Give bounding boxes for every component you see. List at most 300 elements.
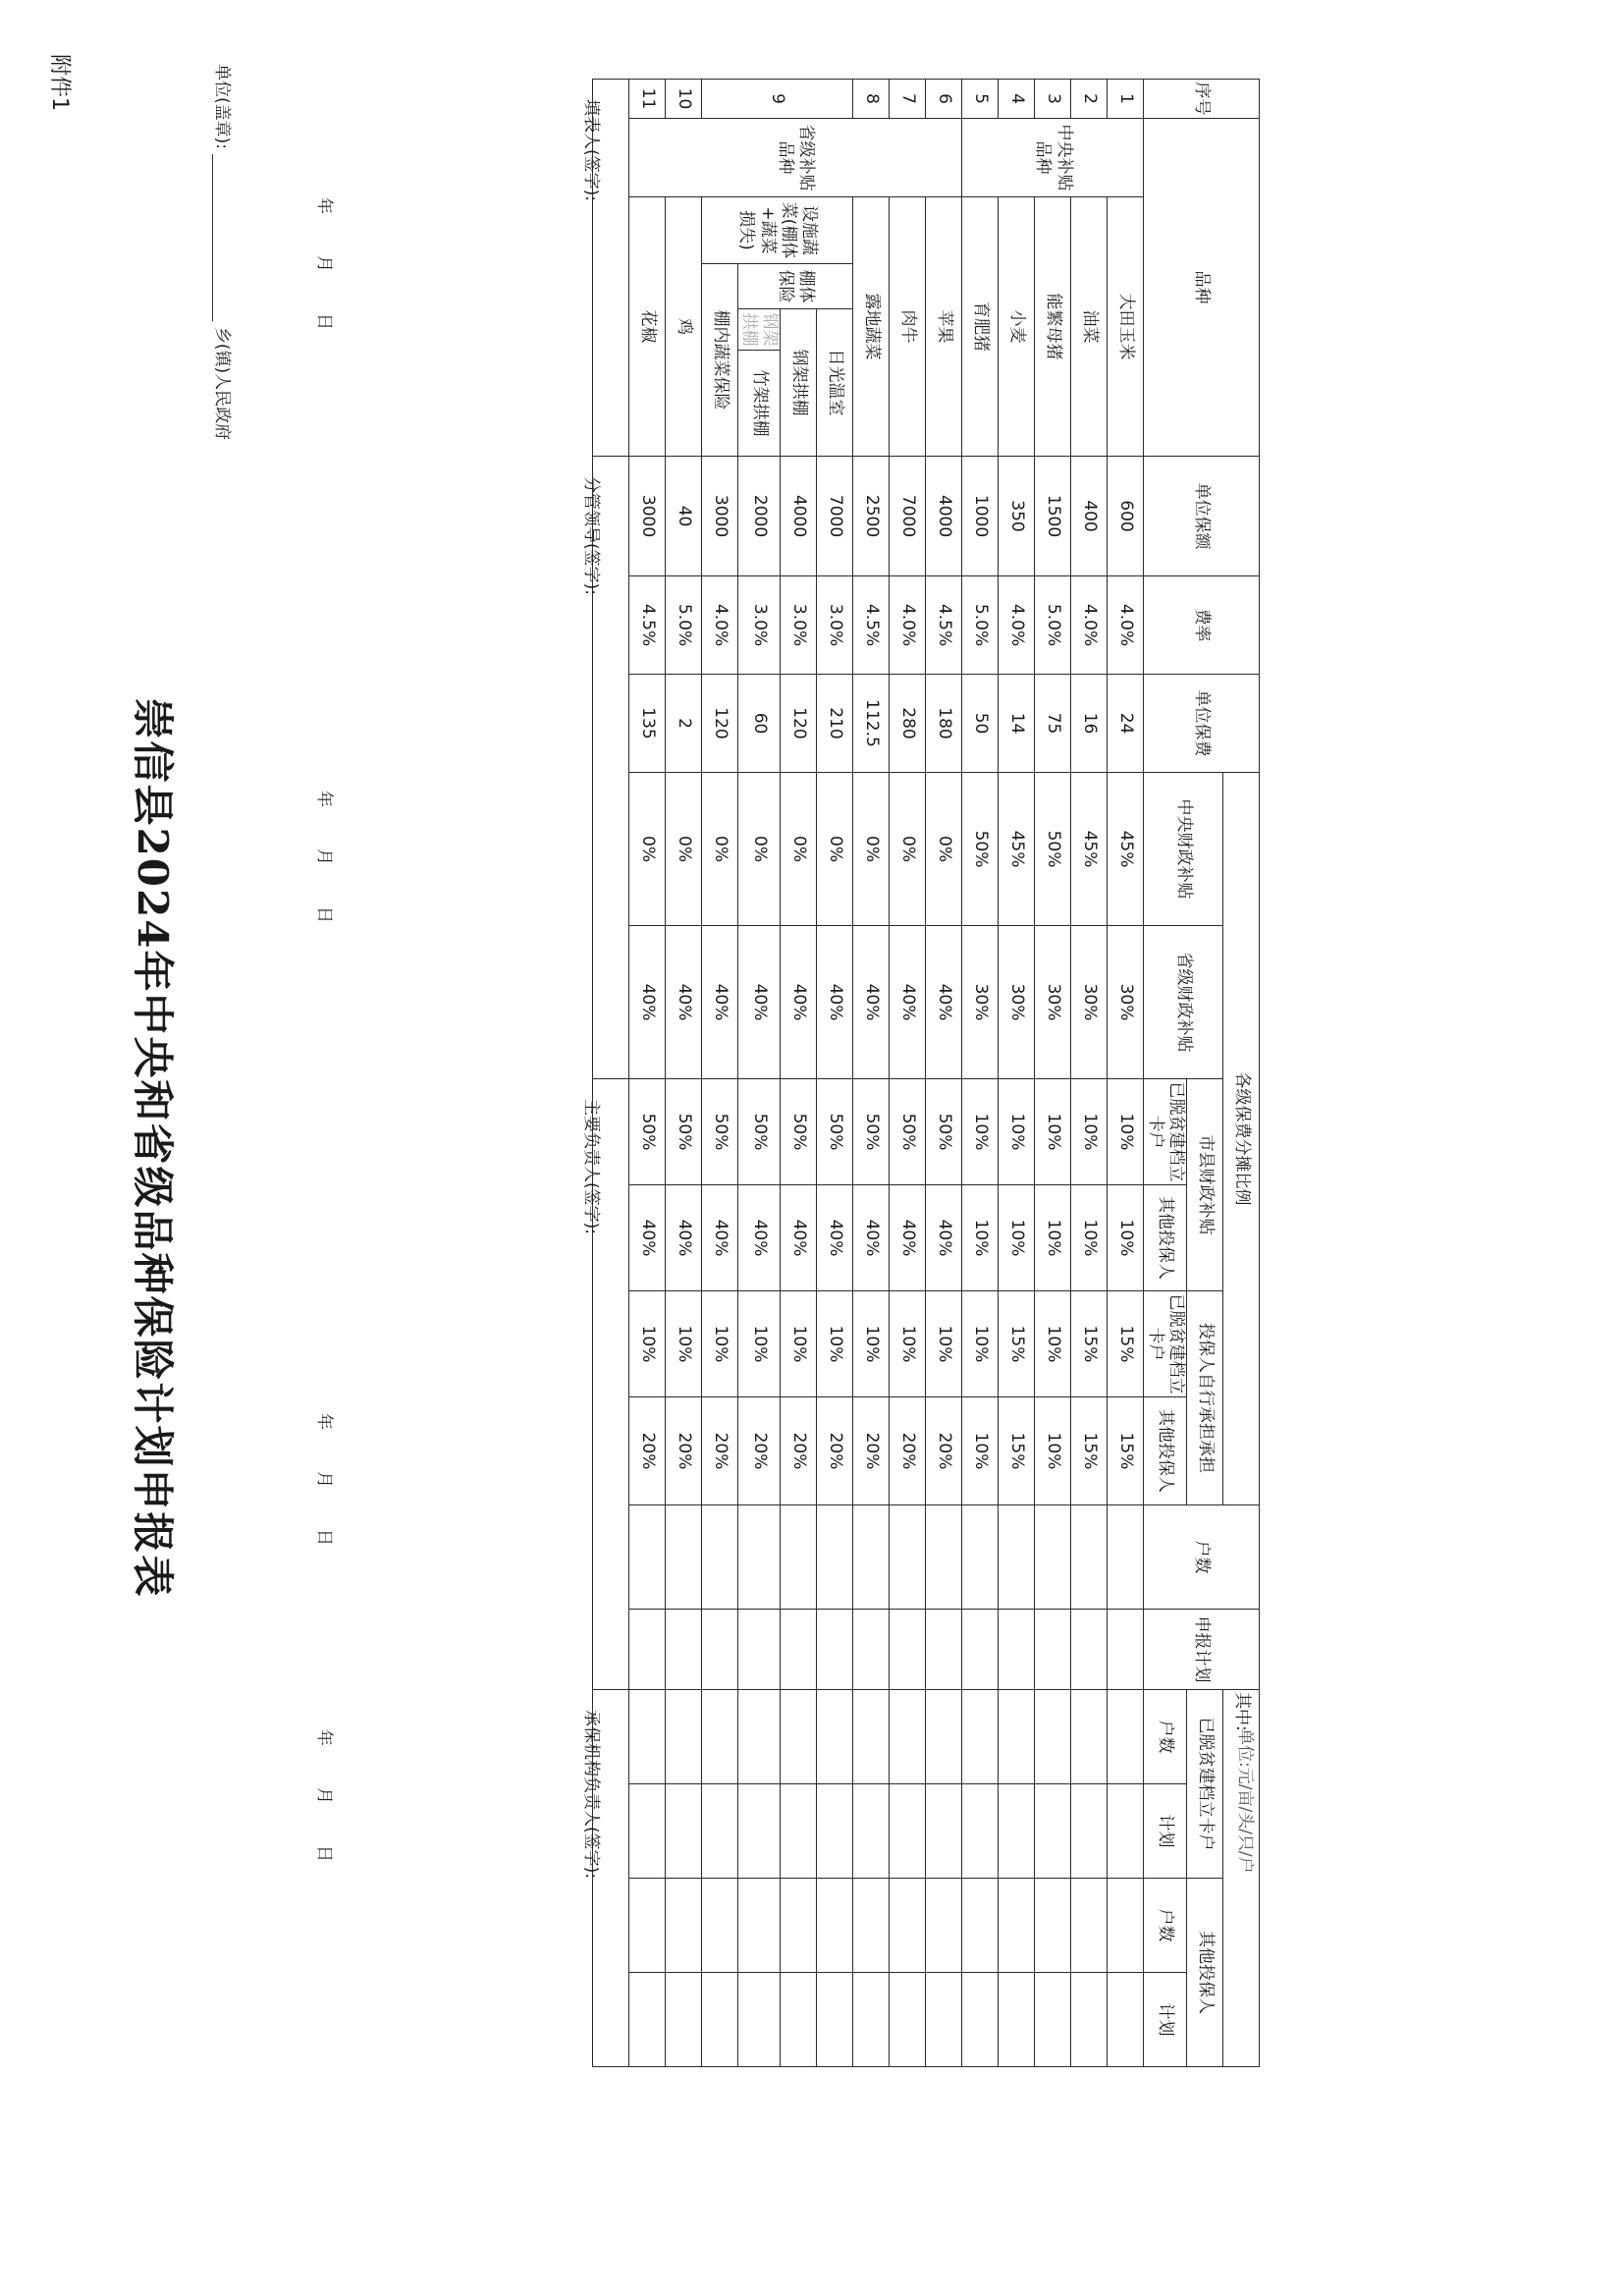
chief-label: 主要负责人(签字): — [581, 1099, 601, 1235]
blank-input-cell[interactable] — [853, 1690, 890, 1784]
central-subsidy-header: 中央财政补贴 — [1144, 773, 1223, 926]
seq-cell: 9 — [702, 80, 854, 119]
blank-input-cell[interactable] — [702, 1610, 738, 1690]
other-group-header: 其他投保人 — [1187, 1879, 1223, 2067]
value-cell-p: 40% — [666, 926, 702, 1079]
blank-input-cell[interactable] — [629, 1973, 666, 2067]
blank-input-cell[interactable] — [999, 1973, 1035, 2067]
value-cell-prem: 14 — [999, 675, 1035, 773]
value-cell-rate: 5.0% — [1035, 576, 1071, 675]
unit-stamp-suffix: 乡(镇)人民政府 — [212, 326, 232, 441]
blank-input-cell[interactable] — [962, 1610, 999, 1690]
value-cell-cp: 50% — [781, 1079, 817, 1185]
other-plan-header: 计划 — [1144, 1973, 1187, 2067]
leader-cell — [314, 457, 629, 1079]
poverty-plan-header: 计划 — [1144, 1784, 1187, 1879]
blank-input-cell[interactable] — [702, 1505, 738, 1610]
seq-header: 序号 — [1144, 80, 1260, 119]
blank-input-cell[interactable] — [702, 1973, 738, 2067]
value-cell-rate: 5.0% — [666, 576, 702, 675]
value-cell-so: 20% — [926, 1397, 962, 1505]
blank-input-cell[interactable] — [1071, 1973, 1108, 2067]
variety-cell: 育肥猪 — [962, 197, 999, 457]
blank-input-cell[interactable] — [926, 1879, 962, 1973]
value-cell-prem: 120 — [781, 675, 817, 773]
value-cell-c: 45% — [999, 773, 1035, 926]
blank-input-cell[interactable] — [1035, 1690, 1071, 1784]
blank-input-cell[interactable] — [1071, 1784, 1108, 1879]
value-cell-prem: 2 — [666, 675, 702, 773]
value-cell-sp: 10% — [962, 1291, 999, 1397]
value-cell-co: 40% — [890, 1185, 926, 1291]
blank-input-cell[interactable] — [781, 1610, 817, 1690]
blank-input-cell[interactable] — [962, 1973, 999, 2067]
table-row — [962, 80, 999, 2067]
value-cell-so: 20% — [817, 1397, 853, 1505]
value-cell-p: 30% — [999, 926, 1035, 1079]
blank-input-cell[interactable] — [1108, 1610, 1144, 1690]
self-pay-header: 投保人自行承担承担 — [1187, 1291, 1223, 1505]
value-cell-prem: 16 — [1071, 675, 1108, 773]
value-cell-c: 50% — [1035, 773, 1071, 926]
value-cell-rate: 4.0% — [999, 576, 1035, 675]
variety-cell: 鸡 — [666, 197, 702, 457]
value-cell-prem: 180 — [926, 675, 962, 773]
blank-input-cell[interactable] — [1071, 1690, 1108, 1784]
blank-input-cell[interactable] — [1035, 1879, 1071, 1973]
value-cell-rate: 4.0% — [890, 576, 926, 675]
value-cell-rate: 4.0% — [1108, 576, 1144, 675]
table-row — [853, 80, 890, 2067]
unit-note: 单位:元/亩/头/只/户 — [1235, 1728, 1255, 1874]
blank-input-cell[interactable] — [817, 1505, 853, 1610]
other-households-header: 户数 — [1144, 1879, 1187, 1973]
value-cell-sum: 350 — [999, 457, 1035, 576]
steel-frame-cell: 钢架拱棚 — [738, 309, 782, 351]
value-cell-co: 40% — [926, 1185, 962, 1291]
blank-input-cell[interactable] — [853, 1505, 890, 1610]
unit-stamp-label: 单位(盖章): — [212, 64, 232, 149]
value-cell-prem: 60 — [738, 675, 782, 773]
value-cell-c: 0% — [817, 773, 853, 926]
value-cell-c: 50% — [962, 773, 999, 926]
blank-input-cell[interactable] — [817, 1784, 853, 1879]
of-which-header: 其中: — [1223, 1690, 1260, 2067]
value-cell-sp: 10% — [890, 1291, 926, 1397]
central-group-cell: 中央补贴品种 — [962, 119, 1144, 197]
value-cell-rate: 3.0% — [781, 576, 817, 675]
shed-group-cell: 棚体保险 — [738, 264, 854, 309]
value-cell-rate: 4.0% — [702, 576, 738, 675]
blank-input-cell[interactable] — [926, 1973, 962, 2067]
blank-input-cell[interactable] — [1035, 1973, 1071, 2067]
table-row — [781, 80, 817, 2067]
blank-input-cell[interactable] — [853, 1610, 890, 1690]
blank-input-cell[interactable] — [817, 1610, 853, 1690]
value-cell-sum: 400 — [1071, 457, 1108, 576]
value-cell-p: 40% — [926, 926, 962, 1079]
blank-input-cell[interactable] — [781, 1690, 817, 1784]
blank-input-cell[interactable] — [1108, 1784, 1144, 1879]
value-cell-cp: 10% — [1071, 1079, 1108, 1185]
blank-input-cell[interactable] — [738, 1784, 782, 1879]
blank-input-cell[interactable] — [702, 1690, 738, 1784]
value-cell-so: 10% — [962, 1397, 999, 1505]
value-cell-sp: 10% — [738, 1291, 782, 1397]
variety-cell: 肉牛 — [890, 197, 926, 457]
blank-input-cell[interactable] — [781, 1505, 817, 1610]
value-cell-sp: 10% — [781, 1291, 817, 1397]
value-cell-cp: 50% — [702, 1079, 738, 1185]
variety-cell: 钢架拱棚 — [781, 309, 817, 457]
blank-input-cell[interactable] — [738, 1505, 782, 1610]
blank-input-cell[interactable] — [1108, 1879, 1144, 1973]
value-cell-co: 40% — [629, 1185, 666, 1291]
value-cell-c: 0% — [781, 773, 817, 926]
value-cell-sum: 7000 — [817, 457, 853, 576]
header-row-1 — [1223, 80, 1260, 2067]
value-cell-prem: 75 — [1035, 675, 1071, 773]
value-cell-so: 20% — [666, 1397, 702, 1505]
blank-input-cell[interactable] — [781, 1973, 817, 2067]
value-cell-co: 10% — [999, 1185, 1035, 1291]
value-cell-prem: 210 — [817, 675, 853, 773]
value-cell-cp: 50% — [890, 1079, 926, 1185]
blank-input-cell[interactable] — [890, 1610, 926, 1690]
value-cell-sp: 10% — [817, 1291, 853, 1397]
blank-input-cell[interactable] — [890, 1690, 926, 1784]
variety-cell: 苹果 — [926, 197, 962, 457]
rate-header: 费率 — [1144, 576, 1260, 675]
facility-group-cell: 设施蔬菜(棚体+蔬菜损失) — [702, 197, 854, 264]
blank-input-cell[interactable] — [926, 1505, 962, 1610]
value-cell-p: 40% — [702, 926, 738, 1079]
table-row — [702, 80, 738, 2067]
chief-cell — [314, 1079, 629, 1690]
value-cell-c: 45% — [1108, 773, 1144, 926]
signature-row — [593, 80, 629, 2067]
blank-input-cell[interactable] — [629, 1610, 666, 1690]
blank-input-cell[interactable] — [999, 1879, 1035, 1973]
city-other-header: 其他投保人 — [1144, 1185, 1187, 1291]
value-cell-sp: 15% — [1108, 1291, 1144, 1397]
value-cell-p: 30% — [1071, 926, 1108, 1079]
sum-insured-header: 单位保额 — [1144, 457, 1260, 576]
variety-cell: 竹架拱棚 — [738, 351, 782, 457]
value-cell-sp: 10% — [666, 1291, 702, 1397]
blank-input-cell[interactable] — [738, 1973, 782, 2067]
blank-input-cell[interactable] — [962, 1690, 999, 1784]
value-cell-co: 10% — [1108, 1185, 1144, 1291]
value-cell-co: 40% — [666, 1185, 702, 1291]
premium-header: 单位保费 — [1144, 675, 1260, 773]
value-cell-c: 0% — [629, 773, 666, 926]
value-cell-so: 15% — [1108, 1397, 1144, 1505]
households-header: 户数 — [1144, 1505, 1260, 1610]
variety-cell: 大田玉米 — [1108, 197, 1144, 457]
blank-input-cell[interactable] — [817, 1690, 853, 1784]
value-cell-cp: 50% — [853, 1079, 890, 1185]
blank-input-cell[interactable] — [738, 1879, 782, 1973]
blank-input-cell[interactable] — [702, 1879, 738, 1973]
value-cell-sum: 3000 — [702, 457, 738, 576]
value-cell-co: 40% — [781, 1185, 817, 1291]
value-cell-p: 40% — [890, 926, 926, 1079]
blank-input-cell[interactable] — [890, 1784, 926, 1879]
table-row — [817, 80, 853, 2067]
value-cell-sp: 10% — [853, 1291, 890, 1397]
value-cell-sum: 4000 — [926, 457, 962, 576]
value-cell-co: 10% — [1071, 1185, 1108, 1291]
value-cell-sp: 10% — [926, 1291, 962, 1397]
self-other-header: 其他投保人 — [1144, 1397, 1187, 1505]
leader-label: 分管领导(签字): — [581, 476, 601, 596]
variety-cell: 花椒 — [629, 197, 666, 457]
seq-cell: 1 — [1108, 80, 1144, 119]
poverty-households-header: 户数 — [1144, 1690, 1187, 1784]
value-cell-cp: 50% — [666, 1079, 702, 1185]
blank-input-cell[interactable] — [890, 1879, 926, 1973]
value-cell-sum: 4000 — [781, 457, 817, 576]
blank-input-cell[interactable] — [629, 1784, 666, 1879]
seq-cell: 3 — [1035, 80, 1071, 119]
value-cell-cp: 50% — [926, 1079, 962, 1185]
blank-input-cell[interactable] — [853, 1973, 890, 2067]
value-cell-p: 40% — [629, 926, 666, 1079]
blank-input-cell[interactable] — [999, 1784, 1035, 1879]
value-cell-co: 10% — [1035, 1185, 1071, 1291]
blank-input-cell[interactable] — [962, 1784, 999, 1879]
value-cell-prem: 135 — [629, 675, 666, 773]
value-cell-p: 30% — [962, 926, 999, 1079]
blank-input-cell[interactable] — [629, 1505, 666, 1610]
blank-input-cell[interactable] — [853, 1784, 890, 1879]
value-cell-p: 30% — [1108, 926, 1144, 1079]
value-cell-p: 40% — [817, 926, 853, 1079]
blank-input-cell[interactable] — [781, 1879, 817, 1973]
value-cell-so: 20% — [738, 1397, 782, 1505]
value-cell-rate: 4.0% — [1071, 576, 1108, 675]
value-cell-c: 0% — [738, 773, 782, 926]
insurer-cell — [314, 1690, 629, 2067]
value-cell-prem: 24 — [1108, 675, 1144, 773]
value-cell-rate: 4.5% — [629, 576, 666, 675]
blank-input-cell[interactable] — [1035, 1505, 1071, 1610]
blank-input-cell[interactable] — [666, 1690, 702, 1784]
insurer-label: 承保机构负责人(签字): — [581, 1710, 601, 1880]
value-cell-cp: 50% — [738, 1079, 782, 1185]
value-cell-co: 40% — [853, 1185, 890, 1291]
value-cell-sp: 10% — [702, 1291, 738, 1397]
insurer-date: 年月日 — [314, 1729, 334, 1869]
table-row — [1108, 80, 1144, 2067]
value-cell-sum: 7000 — [890, 457, 926, 576]
blank-input-cell[interactable] — [1108, 1973, 1144, 2067]
value-cell-sp: 10% — [1035, 1291, 1071, 1397]
blank-input-cell[interactable] — [1035, 1610, 1071, 1690]
blank-input-cell[interactable] — [962, 1879, 999, 1973]
city-county-header: 市县财政补贴 — [1187, 1079, 1223, 1291]
value-cell-so: 20% — [853, 1397, 890, 1505]
value-cell-p: 30% — [1035, 926, 1071, 1079]
blank-input-cell[interactable] — [817, 1973, 853, 2067]
unit-stamp-line — [212, 64, 237, 440]
blank-input-cell[interactable] — [1071, 1610, 1108, 1690]
provincial-subsidy-header: 省级财政补贴 — [1144, 926, 1223, 1079]
plan-header: 申报计划 — [1144, 1610, 1260, 1690]
plan-table — [314, 79, 1260, 2067]
value-cell-sum: 1000 — [962, 457, 999, 576]
blank-input-cell[interactable] — [702, 1784, 738, 1879]
blank-input-cell[interactable] — [926, 1784, 962, 1879]
value-cell-rate: 3.0% — [738, 576, 782, 675]
blank-input-cell[interactable] — [999, 1690, 1035, 1784]
value-cell-so: 20% — [781, 1397, 817, 1505]
value-cell-p: 40% — [853, 926, 890, 1079]
value-cell-prem: 120 — [702, 675, 738, 773]
table-row — [999, 80, 1035, 2067]
attachment-label: 附件1 — [47, 54, 72, 111]
filler-date: 年月日 — [314, 197, 334, 336]
chief-date: 年月日 — [314, 1413, 334, 1553]
variety-cell: 棚内蔬菜保险 — [702, 264, 738, 457]
value-cell-p: 40% — [738, 926, 782, 1079]
unit-blank — [212, 154, 229, 321]
value-cell-co: 40% — [738, 1185, 782, 1291]
variety-cell: 能繁母猪 — [1035, 197, 1071, 457]
seq-cell: 7 — [890, 80, 926, 119]
value-cell-rate: 3.0% — [817, 576, 853, 675]
variety-header: 品种 — [1144, 119, 1260, 457]
blank-input-cell[interactable] — [962, 1505, 999, 1610]
blank-input-cell[interactable] — [666, 1879, 702, 1973]
table-row — [738, 80, 782, 2067]
blank-input-cell[interactable] — [1108, 1505, 1144, 1610]
value-cell-rate: 4.5% — [926, 576, 962, 675]
variety-cell: 日光温室 — [817, 309, 853, 457]
city-poverty-header: 已脱贫建档立卡户 — [1144, 1079, 1187, 1185]
blank-input-cell[interactable] — [890, 1973, 926, 2067]
variety-cell: 油菜 — [1071, 197, 1108, 457]
value-cell-so: 15% — [999, 1397, 1035, 1505]
provincial-group-cell: 省级补贴品种 — [629, 119, 963, 197]
value-cell-rate: 4.5% — [853, 576, 890, 675]
value-cell-so: 20% — [890, 1397, 926, 1505]
blank-input-cell[interactable] — [738, 1690, 782, 1784]
value-cell-prem: 112.5 — [853, 675, 890, 773]
value-cell-cp: 10% — [962, 1079, 999, 1185]
value-cell-prem: 280 — [890, 675, 926, 773]
value-cell-so: 20% — [629, 1397, 666, 1505]
value-cell-sp: 10% — [629, 1291, 666, 1397]
variety-cell: 露地蔬菜 — [853, 197, 890, 457]
seq-cell: 8 — [853, 80, 890, 119]
value-cell-rate: 5.0% — [962, 576, 999, 675]
value-cell-cp: 50% — [817, 1079, 853, 1185]
filler-label: 填表人(签字): — [581, 99, 601, 201]
table-row — [890, 80, 926, 2067]
self-poverty-header: 已脱贫建档立卡户 — [1144, 1291, 1187, 1397]
value-cell-co: 40% — [702, 1185, 738, 1291]
table-row — [926, 80, 962, 2067]
blank-input-cell[interactable] — [999, 1505, 1035, 1610]
blank-input-cell[interactable] — [926, 1690, 962, 1784]
value-cell-co: 40% — [817, 1185, 853, 1291]
value-cell-cp: 10% — [1108, 1079, 1144, 1185]
table-row — [666, 80, 702, 2067]
value-cell-c: 0% — [702, 773, 738, 926]
value-cell-c: 0% — [890, 773, 926, 926]
document-title: 崇信县2024年中央和省级品种保险计划申报表 — [129, 697, 177, 1599]
seq-cell: 4 — [999, 80, 1035, 119]
filler-cell — [314, 80, 629, 457]
blank-input-cell[interactable] — [629, 1879, 666, 1973]
seq-cell: 11 — [629, 80, 666, 119]
value-cell-so: 20% — [702, 1397, 738, 1505]
poverty-group-header: 已脱贫建档立卡户 — [1187, 1690, 1223, 1879]
blank-input-cell[interactable] — [1108, 1690, 1144, 1784]
value-cell-co: 10% — [962, 1185, 999, 1291]
blank-input-cell[interactable] — [1071, 1879, 1108, 1973]
table-body — [629, 80, 1145, 2067]
value-cell-sum: 1500 — [1035, 457, 1071, 576]
value-cell-prem: 50 — [962, 675, 999, 773]
value-cell-sum: 2500 — [853, 457, 890, 576]
value-cell-c: 45% — [1071, 773, 1108, 926]
table-row — [629, 80, 666, 2067]
blank-input-cell[interactable] — [666, 1505, 702, 1610]
blank-input-cell[interactable] — [666, 1610, 702, 1690]
blank-input-cell[interactable] — [890, 1505, 926, 1610]
table-row — [1071, 80, 1108, 2067]
value-cell-cp: 50% — [629, 1079, 666, 1185]
blank-input-cell[interactable] — [999, 1610, 1035, 1690]
value-cell-sum: 40 — [666, 457, 702, 576]
blank-input-cell[interactable] — [781, 1784, 817, 1879]
value-cell-c: 0% — [926, 773, 962, 926]
seq-cell: 10 — [666, 80, 702, 119]
blank-input-cell[interactable] — [738, 1610, 782, 1690]
blank-input-cell[interactable] — [1035, 1784, 1071, 1879]
value-cell-sp: 15% — [1071, 1291, 1108, 1397]
seq-cell: 2 — [1071, 80, 1108, 119]
value-cell-c: 0% — [853, 773, 890, 926]
value-cell-sum: 3000 — [629, 457, 666, 576]
blank-input-cell[interactable] — [629, 1690, 666, 1784]
value-cell-c: 0% — [666, 773, 702, 926]
value-cell-cp: 10% — [1035, 1079, 1071, 1185]
seq-cell: 6 — [926, 80, 962, 119]
value-cell-sum: 600 — [1108, 457, 1144, 576]
variety-cell: 小麦 — [999, 197, 1035, 457]
blank-input-cell[interactable] — [817, 1879, 853, 1973]
value-cell-cp: 10% — [999, 1079, 1035, 1185]
leader-date: 年月日 — [314, 791, 334, 930]
blank-input-cell[interactable] — [666, 1784, 702, 1879]
blank-input-cell[interactable] — [1071, 1505, 1108, 1610]
blank-input-cell[interactable] — [853, 1879, 890, 1973]
blank-input-cell[interactable] — [926, 1610, 962, 1690]
blank-input-cell[interactable] — [666, 1973, 702, 2067]
seq-cell: 5 — [962, 80, 999, 119]
value-cell-so: 15% — [1071, 1397, 1108, 1505]
value-cell-so: 10% — [1035, 1397, 1071, 1505]
value-cell-sp: 15% — [999, 1291, 1035, 1397]
share-header: 各级保费分摊比例 — [1223, 773, 1260, 1505]
value-cell-p: 40% — [781, 926, 817, 1079]
table-row — [1035, 80, 1071, 2067]
value-cell-sum: 2000 — [738, 457, 782, 576]
